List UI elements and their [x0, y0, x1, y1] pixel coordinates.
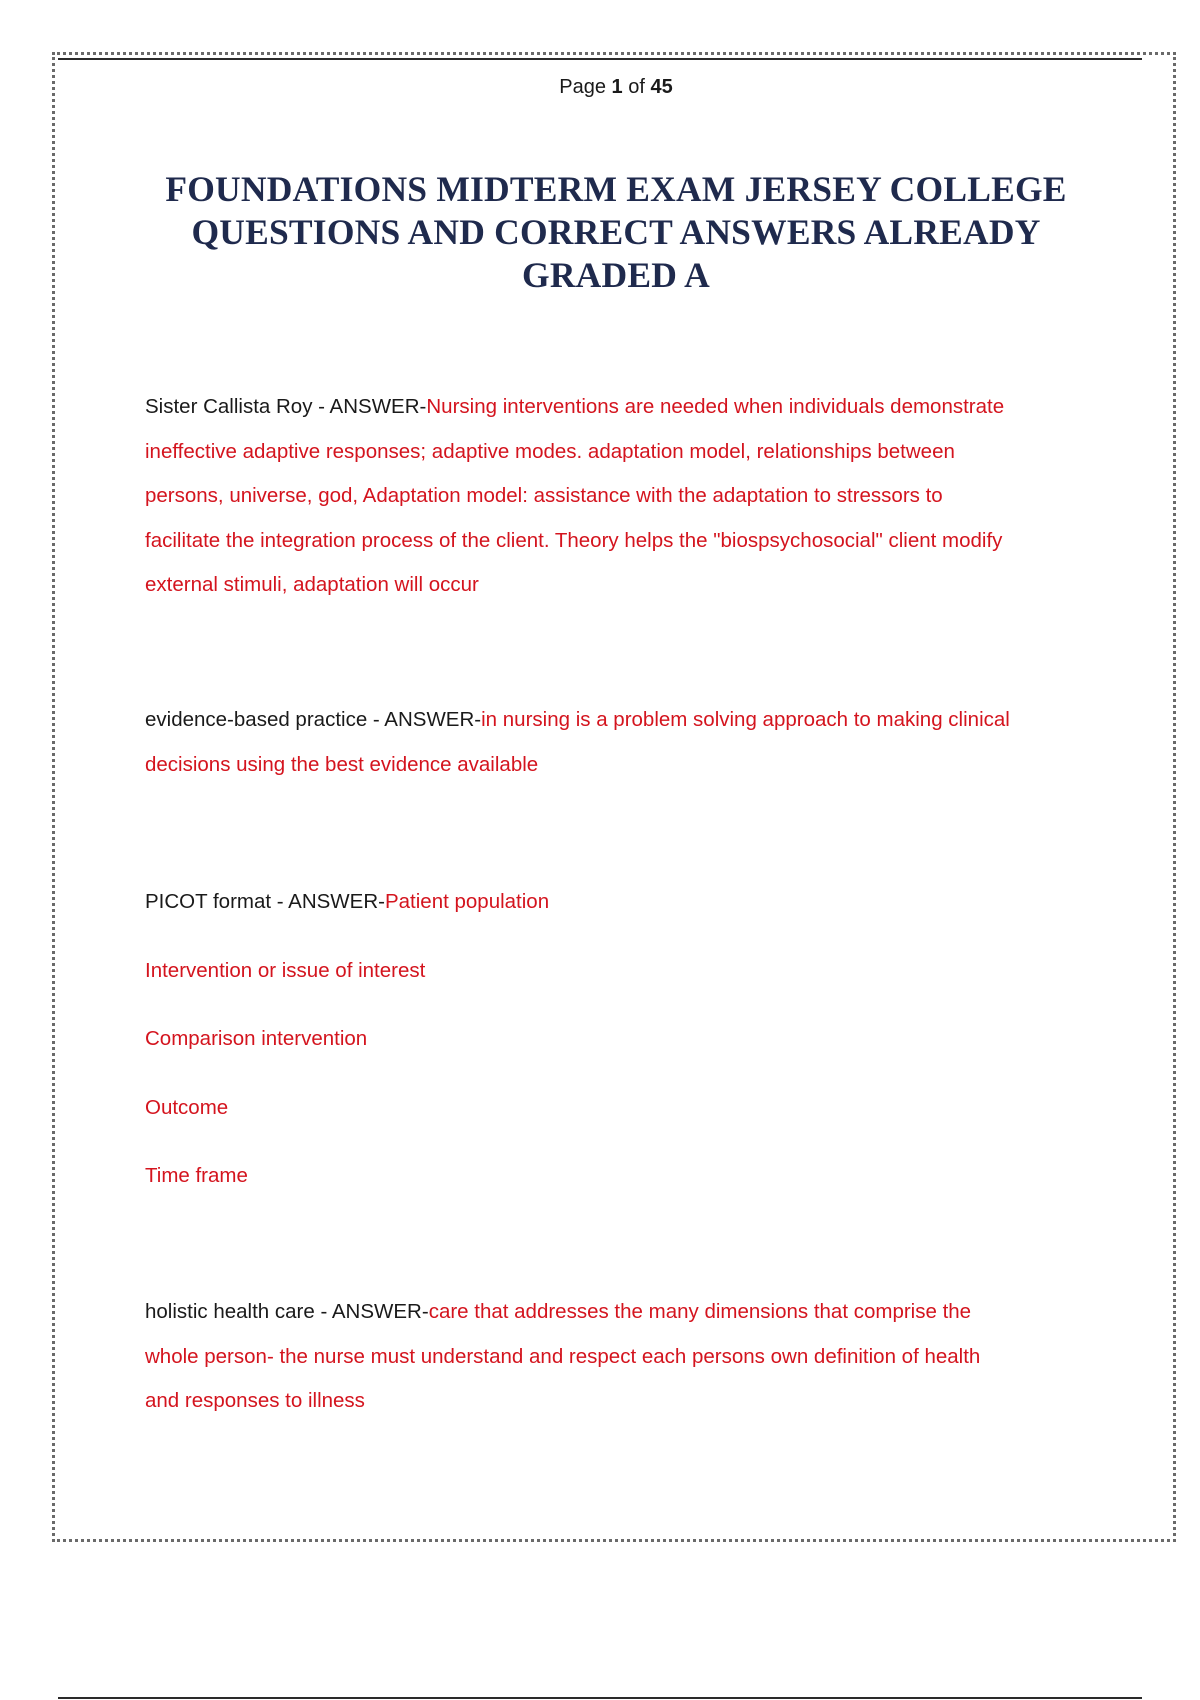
- answer-text: Intervention or issue of interest: [145, 958, 426, 982]
- page-total: 45: [650, 76, 673, 98]
- answer-text: whole person- the nurse must understand and respect each persons own definition of health: [145, 1344, 981, 1368]
- page-number: [0, 76, 1200, 99]
- qa-entry-holistic-health-care: [145, 1290, 1100, 1424]
- answer-text: external stimuli, adaptation will occur: [145, 573, 479, 596]
- document-title: [130, 168, 1102, 297]
- title-line-3: GRADED A: [522, 255, 710, 295]
- page-label: Page: [559, 76, 606, 98]
- qa-line: [145, 880, 1100, 949]
- qa-entry-sister-callista-roy: [145, 385, 1100, 608]
- page-of: of: [628, 76, 645, 98]
- qa-line: [145, 385, 1100, 430]
- answer-text: persons, universe, god, Adaptation model: assistance with the adaptation to stressors to: [145, 484, 943, 507]
- qa-line: [145, 698, 1100, 743]
- answer-text: Patient population: [384, 890, 550, 913]
- answer-text: Time frame: [145, 1164, 248, 1187]
- answer-text: Nursing interventions are needed when individuals demonstrate: [426, 395, 1005, 418]
- qa-line: [145, 1290, 1100, 1335]
- question-term: PICOT format - ANSWER-: [145, 890, 385, 913]
- top-rule: [58, 58, 1142, 60]
- page-current: 1: [611, 76, 623, 98]
- qa-entry-picot-format: [145, 880, 1100, 1223]
- title-line-1: FOUNDATIONS MIDTERM EXAM JERSEY COLLEGE: [165, 169, 1067, 209]
- answer-text: care that addresses the many dimensions that comprise the: [428, 1300, 972, 1323]
- question-term: holistic health care - ANSWER-: [145, 1300, 429, 1323]
- question-term: evidence-based practice - ANSWER-: [145, 708, 482, 731]
- bottom-rule: [58, 1697, 1142, 1699]
- answer-text: and responses to illness: [145, 1389, 365, 1412]
- answer-text: ineffective adaptive responses; adaptive modes. adaptation model, relationships between: [145, 439, 955, 463]
- answer-text: Comparison intervention: [145, 1027, 368, 1050]
- question-term: Sister Callista Roy - ANSWER-: [145, 395, 427, 418]
- answer-text: Outcome: [145, 1095, 229, 1119]
- title-line-2: QUESTIONS AND CORRECT ANSWERS ALREADY: [191, 212, 1041, 252]
- answer-text: decisions using the best evidence available: [145, 752, 539, 776]
- answer-text: facilitate the integration process of the client. Theory helps the "biospsychosocial" client modify: [145, 528, 1003, 552]
- qa-entry-evidence-based-practice: [145, 698, 1100, 787]
- answer-text: in nursing is a problem solving approach to making clinical: [481, 708, 1010, 731]
